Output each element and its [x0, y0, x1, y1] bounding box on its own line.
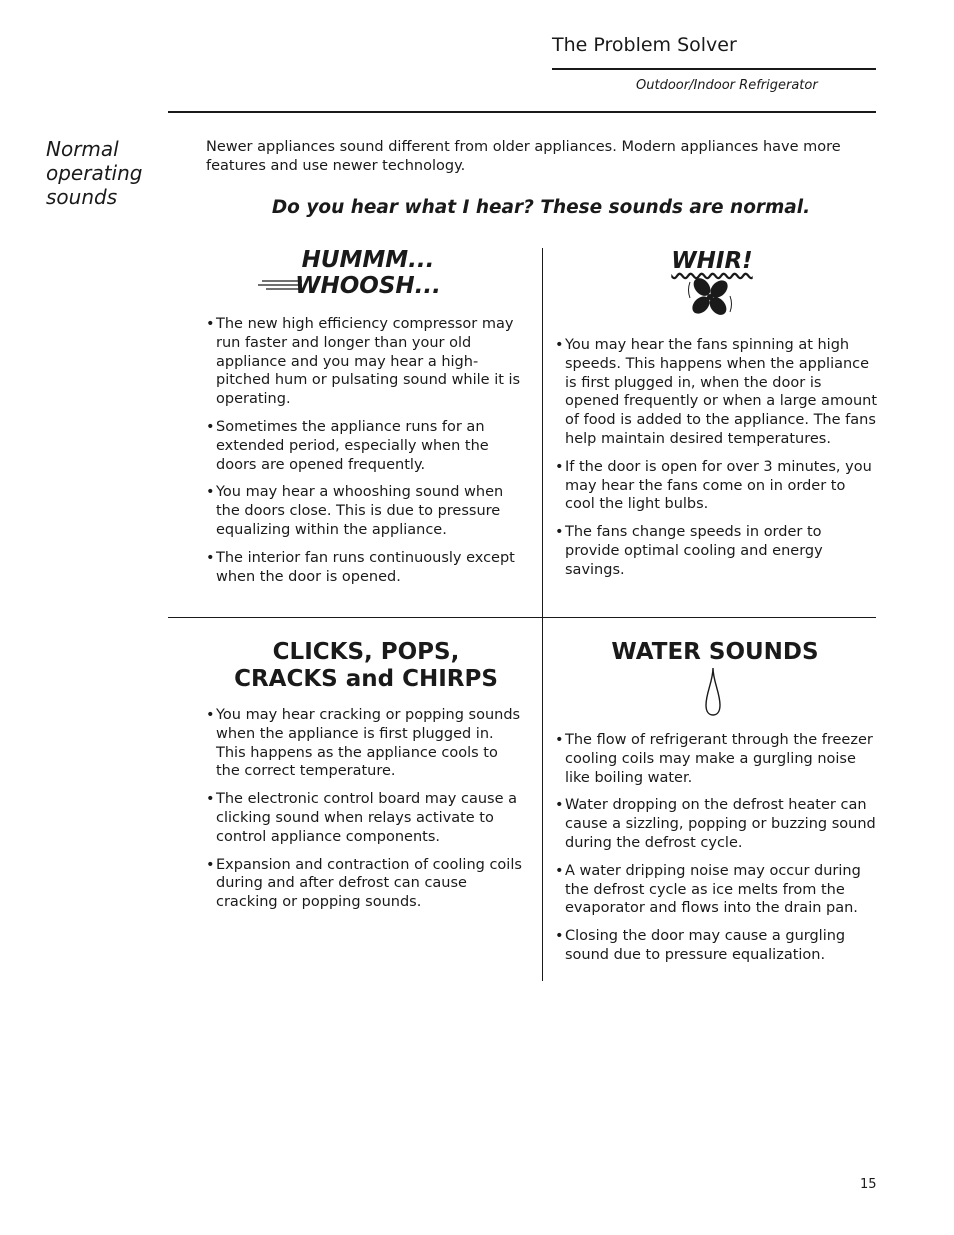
list-item: • A water dripping noise may occur during the defrost cycle as ice melts from the evaporator and flows into the drain pan.: [555, 862, 881, 918]
list-item: • The interior fan runs continuously except when the door is opened.: [206, 549, 522, 587]
list-item: • If the door is open for over 3 minutes, you may hear the fans come on in order to cool the light bulbs.: [555, 458, 877, 514]
clicks-bullet-list: [206, 706, 526, 921]
list-item: • Water dropping on the defrost heater can cause a sizzling, popping or buzzing sound during the defrost cycle.: [555, 796, 881, 852]
section-divider: [168, 111, 876, 113]
water-drop-icon: [704, 667, 722, 717]
panel-title: [200, 639, 532, 693]
header-divider: [552, 68, 876, 70]
intro-paragraph: Newer appliances sound different from older appliances. Modern appliances have more features and use newer technology.: [206, 139, 841, 174]
list-item: • The flow of refrigerant through the freezer cooling coils may make a gurgling noise like boiling water.: [555, 731, 881, 787]
tagline: Do you hear what I hear? These sounds are normal.: [271, 197, 811, 218]
page-header-subtitle: Outdoor/Indoor Refrigerator: [636, 78, 818, 93]
whir-bullet-list: [555, 336, 877, 589]
list-item: • Closing the door may cause a gurgling sound due to pressure equalization.: [555, 927, 881, 965]
column-divider-bottom: [542, 617, 543, 981]
page-number: 15: [860, 1177, 877, 1192]
page-header-title: The Problem Solver: [552, 34, 737, 56]
panel-title: WHIR!: [671, 248, 753, 274]
panel-title-line: CRACKS and CHIRPS: [234, 666, 498, 692]
row-divider: [168, 617, 876, 618]
fan-icon: [684, 272, 736, 322]
list-item: • You may hear a whooshing sound when the doors close. This is due to pressure equalizing within the appliance.: [206, 483, 522, 539]
hum-bullet-list: [206, 315, 522, 595]
list-item: • The fans change speeds in order to provide optimal cooling and energy savings.: [555, 523, 877, 579]
panel-title-line: HUMMM...: [301, 247, 435, 273]
panel-title-line: CLICKS, POPS,: [272, 639, 460, 665]
whoosh-lines-icon: [258, 278, 304, 292]
water-bullet-list: [555, 731, 881, 974]
list-item: • Sometimes the appliance runs for an extended period, especially when the doors are opened frequently.: [206, 418, 522, 474]
list-item: • The new high efficiency compressor may run faster and longer than your old appliance and you may hear a high-pitched hum or pulsating sound while it is operating.: [206, 315, 522, 409]
list-item: • Expansion and contraction of cooling coils during and after defrost can cause cracking or popping sounds.: [206, 856, 526, 912]
list-item: • You may hear cracking or popping sounds when the appliance is first plugged in. This happens as the appliance cools to the correct temperature.: [206, 706, 526, 781]
list-item: • The electronic control board may cause a clicking sound when relays activate to control appliance components.: [206, 790, 526, 846]
column-divider-top: [542, 248, 543, 617]
list-item: • You may hear the fans spinning at high speeds. This happens when the appliance is first plugged in, when the door is opened frequently or when a large amount of food is added to the appliance. The fans help maintain desired temperatures.: [555, 336, 877, 449]
section-heading: Normal operating sounds: [46, 137, 143, 209]
panel-title: WATER SOUNDS: [611, 639, 819, 665]
panel-title-line: WHOOSH...: [295, 273, 441, 299]
